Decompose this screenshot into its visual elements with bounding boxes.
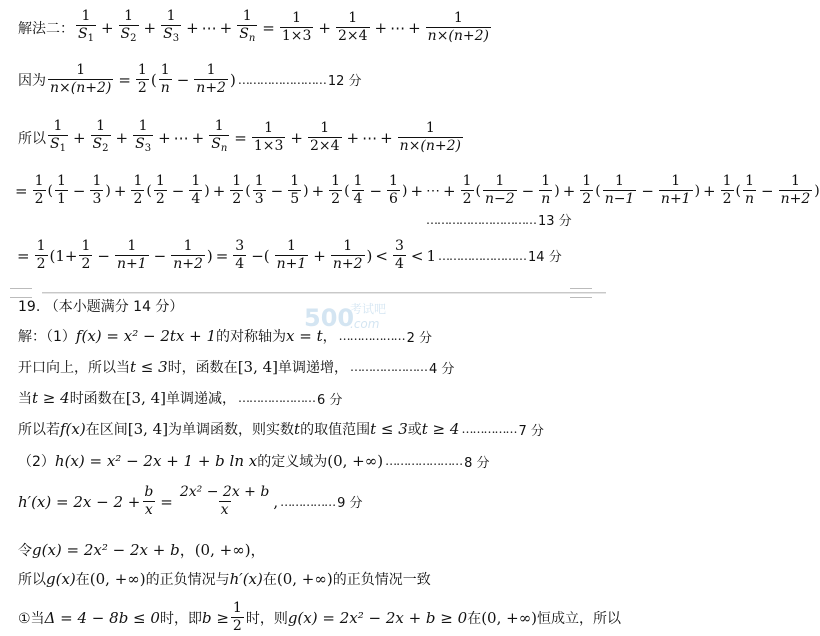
svg-text:考试吧: 考试吧 — [350, 302, 387, 316]
question-19-header: 19. （本小题满分 14 分） — [18, 299, 184, 315]
score-8: 8 分 — [464, 455, 490, 471]
because-label: 因为 — [18, 72, 46, 89]
part-1-line: 解：（1） f(x) = x² − 2tx + 1 的对称轴为 x = t ， ……………… 2 分 — [18, 327, 432, 346]
fraction-1-over-sn: $\frac{1}{S_n}$ — [237, 8, 257, 47]
fraction-1-over-s3-b: $\frac{1}{S_3}$ — [133, 118, 153, 157]
score-13: 13 分 — [538, 214, 572, 229]
fraction-lhs: $\frac{1}{n\times(n+2)}$ — [50, 62, 112, 96]
score-7: 7 分 — [518, 423, 544, 439]
increasing-line: 开口向上，所以当 t ≤ 3 时，函数在 [3, 4] 单调递增， ………………… 4 分 — [18, 358, 455, 377]
part-2-line: （2） h(x) = x² − 2x + 1 + b ln x 的定义域为 (0, +∞) ………………… 8 分 — [18, 452, 490, 471]
svg-text:.com: .com — [350, 317, 380, 331]
tail-term-pair: $\frac{1}{2}$ ( $\frac{1}{n-1}$ − $\frac{1}{n+1}$ ) — [582, 173, 701, 207]
score-4: 4 分 — [429, 361, 455, 377]
fraction-1-over-n2: $\frac{1}{n+2}$ — [196, 62, 226, 96]
score-6: 6 分 — [317, 392, 343, 408]
fraction-1-over-2x4: $\frac{1}{2\times 4}$ — [337, 10, 368, 44]
term-pair: $\frac{1}{2}$ ( $\frac{1}{2}$ − $\frac{1}{4}$ ) — [133, 173, 210, 207]
so-line-1: 所以 $\frac{1}{S_1}$ + $\frac{1}{S_2}$ + $\frac{1}{S_3}$ + ⋯ + $\frac{1}{S_n}$ = $\frac{1}{1\times 3}$ + $\frac{1}{2\times 4}$ + ⋯ + $\frac{1}{n\times(n+2)}$ — [18, 118, 465, 157]
fraction-1-over-2x4-b: $\frac{1}{2\times 4}$ — [309, 120, 340, 154]
fraction-1-over-sn-b: $\frac{1}{S_n}$ — [209, 118, 229, 157]
so-label: 所以 — [18, 130, 46, 147]
telescoping-tail-terms: + $\frac{1}{2}$ ( $\frac{1}{n-2}$ − $\frac{1}{n}$ ) + $\frac{1}{2}$ ( $\frac{1}{n-1}$ − $\frac{1}{n+1}$ ) + $\frac{1}{2}$ ( $\frac{1}{n}$ − $\frac{1}{n+2}$ ) — [443, 173, 820, 207]
derivative-line: h′(x) = 2x − 2 + $\frac{b}{x}$ = $\frac{\text{2x² − 2x + b}}{x}$ , …………… 9 分 — [18, 484, 363, 518]
fraction-1-over-s1-b: $\frac{1}{S_1}$ — [48, 118, 68, 157]
case-1-line: ①当 Δ = 4 − 8b ≤ 0 时，即 b ≥ $\frac{1}{2}$ 时，则 g(x) = 2x² − 2x + b ≥ 0 在 (0, +∞) 恒成立，所以 — [18, 600, 622, 634]
decreasing-line: 当 t ≥ 4 时函数在 [3, 4] 单调递减， ………………… 6 分 — [18, 389, 343, 408]
solution-2-label: 解法二： — [18, 20, 74, 37]
because-line: 因为 $\frac{1}{n\times(n+2)}$ = $\frac{1}{2}$ ( $\frac{1}{n}$ − $\frac{1}{n+2}$ ) …………………… 12 分 — [18, 62, 362, 96]
solution-2-line: 解法二： $\frac{1}{S_1}$ + $\frac{1}{S_2}$ + $\frac{1}{S_3}$ + ⋯ + $\frac{1}{S_n}$ = $\frac{1}{1\times 3}$ + $\frac{1}{2\times 4}$ + ⋯ + $\frac{1}{n\times(n+2)}$ — [18, 8, 493, 47]
sign-same-line: 所以 g(x) 在 (0, +∞) 的正负情况与 h′(x) 在 (0, +∞) 的正负情况一致 — [18, 570, 431, 588]
score-9: 9 分 — [337, 496, 363, 511]
tail-term-pair: $\frac{1}{2}$ ( $\frac{1}{n}$ − $\frac{1}{n+2}$ ) — [722, 173, 820, 207]
fraction-1-over-s2-b: $\frac{1}{S_2}$ — [91, 118, 111, 157]
fraction-1-over-1x3-b: $\frac{1}{1\times 3}$ — [253, 120, 284, 154]
fraction-1-over-1x3: $\frac{1}{1\times 3}$ — [281, 10, 312, 44]
term-pair: $\frac{1}{2}$ ( $\frac{1}{4}$ − $\frac{1}{6}$ ) — [331, 173, 408, 207]
fraction-1-over-s1: $\frac{1}{S_1}$ — [76, 8, 96, 47]
term-pair: $\frac{1}{2}$ ( $\frac{1}{3}$ − $\frac{1}{5}$ ) — [232, 173, 309, 207]
monotonic-range-line: 所以若 f(x) 在区间 [3, 4] 为单调函数，则实数 t 的取值范围 t ≤ 3 或 t ≥ 4 …………… 7 分 — [18, 420, 544, 439]
divider-handle-right — [570, 288, 592, 298]
score-13-line: ………………………… 13 分 — [424, 210, 572, 229]
tail-term-pair: $\frac{1}{2}$ ( $\frac{1}{n-2}$ − $\frac{1}{n}$ ) — [462, 173, 560, 207]
fraction-1-over-n-n2-b: $\frac{1}{n\times(n+2)}$ — [399, 120, 461, 154]
telescoping-terms: $\frac{1}{2}$ ( $\frac{1}{1}$ − $\frac{1}{3}$ ) + $\frac{1}{2}$ ( $\frac{1}{2}$ − $\frac{1}{4}$ ) + $\frac{1}{2}$ ( $\frac{1}{3}$ − $\frac{1}{5}$ ) + $\frac{1}{2}$ ( $\frac{1}{4}$ − $\frac{1}{6}$ ) — [31, 173, 408, 208]
fraction-1-over-n: $\frac{1}{n}$ — [160, 62, 170, 96]
fraction-1-over-s3: $\frac{1}{S_3}$ — [161, 8, 181, 47]
define-g-line: 令 g(x) = 2x² − 2x + b ，(0, +∞)， — [18, 540, 266, 559]
fraction-1-over-s2: $\frac{1}{S_2}$ — [119, 8, 139, 47]
score-14: 14 分 — [528, 250, 562, 265]
telescoping-sum-line: = $\frac{1}{2}$ ( $\frac{1}{1}$ − $\frac{1}{3}$ ) + $\frac{1}{2}$ ( $\frac{1}{2}$ − $\frac{1}{4}$ ) + $\frac{1}{2}$ ( $\frac{1}{3}$ − $\frac{1}{5}$ ) + $\frac{1}{2}$ ( $\frac{1}{4}$ − $\frac{1}{6}$ ) + ⋯ + $\frac{1}{2}$ ( $\frac{1}{n-2}$ − $\frac{1}{n}$ ) + $\frac{1}{2}$ ( $\frac{1}{n-1}$ − $\frac{1}{n+1}$ ) + $\frac{1}{2}$ ( $\frac{1}{n}$ − $\frac{1}{n+2}$ ) — [15, 173, 820, 207]
fraction-1-over-n-n2: $\frac{1}{n\times(n+2)}$ — [427, 10, 489, 44]
fraction-half: $\frac{1}{2}$ — [137, 62, 147, 96]
term-pair: $\frac{1}{2}$ ( $\frac{1}{1}$ − $\frac{1}{3}$ ) — [34, 173, 111, 207]
svg-text:500: 500 — [304, 304, 355, 332]
final-sum-line: = $\frac{1}{2}$ (1+ $\frac{1}{2}$ − $\frac{1}{n+1}$ − $\frac{1}{n+2}$ ) = $\frac{3}{4}$ −( $\frac{1}{n+1}$ + $\frac{1}{n+2}$ ) < $\frac{3}{4}$ < 1 …………………… 14 分 — [17, 238, 562, 272]
score-2: 2 分 — [406, 330, 432, 346]
score-12: 12 分 — [327, 74, 362, 89]
